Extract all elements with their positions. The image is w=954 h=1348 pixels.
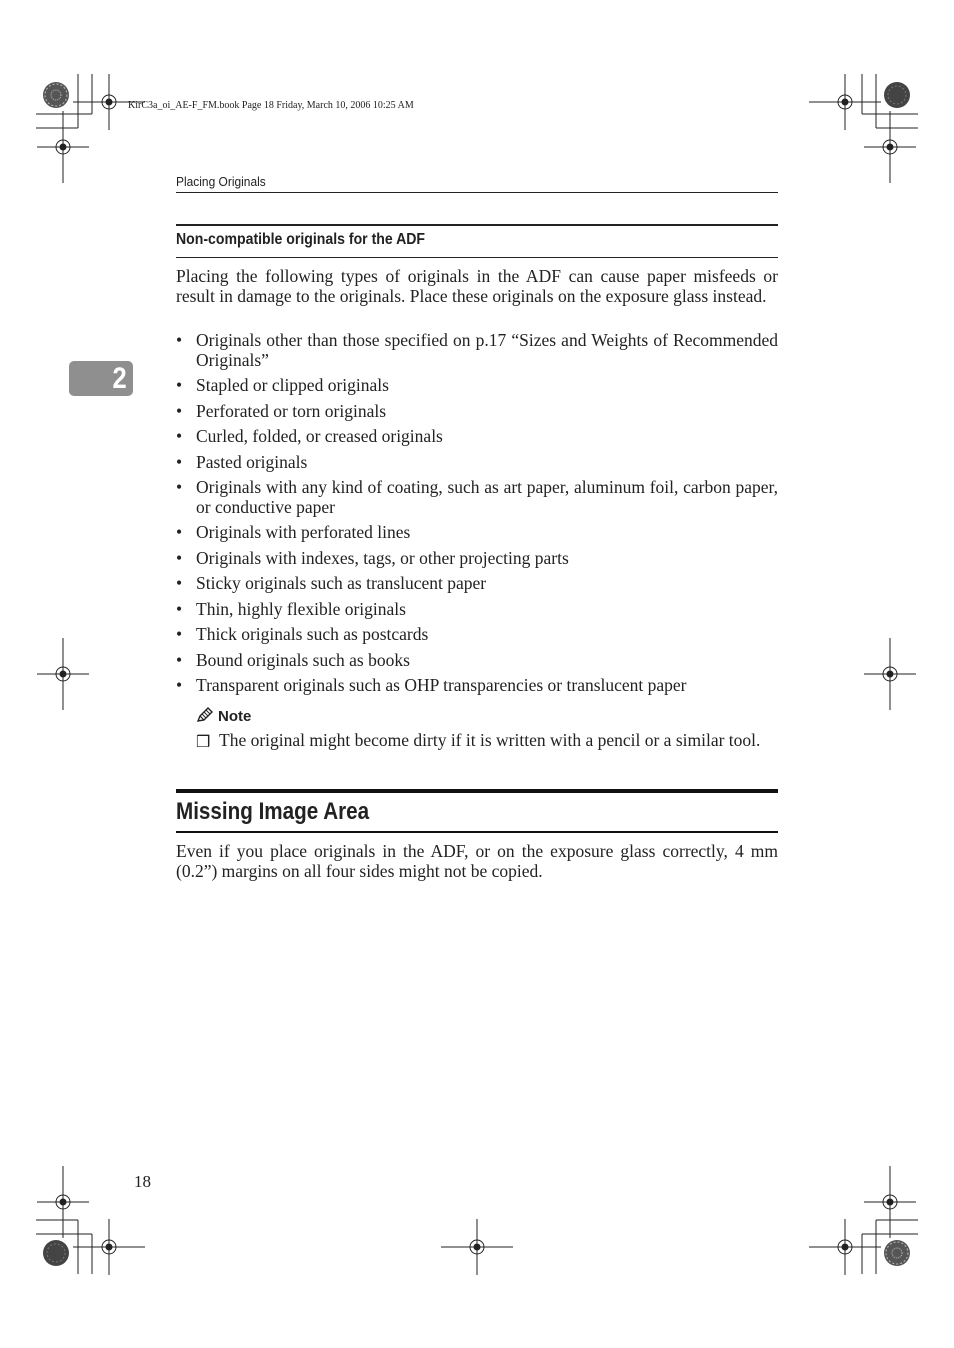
- section-heading: Missing Image Area: [176, 798, 370, 825]
- checkbox-icon: ❒: [196, 734, 211, 751]
- note-item: [196, 731, 778, 751]
- bullet-icon: •: [176, 426, 183, 446]
- non-compatible-list: [176, 331, 778, 702]
- bullet-icon: •: [176, 598, 183, 619]
- print-slug: KirC3a_oi_AE-F_FM.book Page 18 Friday, March 10, 2006 10:25 AM: [128, 100, 414, 111]
- bullet-icon: •: [176, 675, 183, 695]
- list-item-text: Stapled or clipped originals: [196, 375, 389, 395]
- list-item-text: Transparent originals such as OHP transparencies or translucent paper: [196, 675, 687, 695]
- subsection-heading: Non-compatible originals for the ADF: [176, 231, 426, 248]
- section-bottom-rule: [176, 831, 778, 833]
- list-item-text: Perforated or torn originals: [196, 400, 387, 421]
- list-item: [176, 376, 778, 396]
- pencil-note-icon: [196, 707, 214, 723]
- subsection-top-rule: [176, 224, 778, 226]
- bullet-icon: •: [176, 330, 183, 350]
- intro-paragraph: Placing the following types of originals in the ADF can cause paper misfeeds or result in damage to the originals. Place these originals on the exposure glass instead.: [176, 266, 778, 306]
- list-item: [176, 331, 778, 370]
- chapter-number: 2: [112, 362, 127, 395]
- chapter-tab: [69, 361, 133, 396]
- list-item: [176, 625, 778, 645]
- bullet-icon: •: [176, 573, 183, 593]
- list-item-text: Originals with any kind of coating, such as art paper, aluminum foil, carbon paper, or conductive paper: [196, 477, 778, 517]
- list-item: [176, 600, 778, 620]
- section-top-rule: [176, 789, 778, 793]
- list-item-text: Pasted originals: [196, 451, 308, 472]
- page-number: 18: [134, 1172, 151, 1191]
- list-item: [176, 651, 778, 671]
- running-header: Placing Originals: [176, 174, 266, 189]
- list-item: [176, 453, 778, 473]
- list-item: [176, 402, 778, 422]
- note-text: The original might become dirty if it is written with a pencil or a similar tool.: [219, 730, 761, 750]
- bullet-icon: •: [176, 477, 183, 497]
- subsection-bottom-rule: [176, 257, 778, 258]
- list-item-text: Sticky originals such as translucent paper: [196, 573, 487, 593]
- list-item: [176, 427, 778, 447]
- note-label: Note: [218, 708, 252, 725]
- note-heading: [196, 707, 251, 726]
- list-item: [176, 549, 778, 569]
- list-item: [176, 478, 778, 517]
- list-item-text: Originals other than those specified on p.17 “Sizes and Weights of Recommended Originals”: [196, 330, 778, 370]
- bullet-icon: •: [176, 400, 183, 421]
- list-item: [176, 574, 778, 594]
- list-item-text: Originals with perforated lines: [196, 522, 411, 542]
- section-body: Even if you place originals in the ADF, or on the exposure glass correctly, 4 mm (0.2”) margins on all four sides might not be copied.: [176, 841, 778, 881]
- bullet-icon: •: [176, 624, 183, 644]
- list-item-text: Thin, highly flexible originals: [196, 598, 406, 619]
- list-item: [176, 676, 778, 696]
- bullet-icon: •: [176, 649, 183, 670]
- list-item-text: Bound originals such as books: [196, 649, 410, 670]
- list-item-text: Thick originals such as postcards: [196, 624, 429, 644]
- bullet-icon: •: [176, 375, 183, 395]
- bullet-icon: •: [176, 547, 183, 568]
- bullet-icon: •: [176, 522, 183, 542]
- header-rule: [176, 192, 778, 193]
- list-item-text: Curled, folded, or creased originals: [196, 426, 443, 446]
- list-item-text: Originals with indexes, tags, or other projecting parts: [196, 547, 569, 568]
- list-item: [176, 523, 778, 543]
- bullet-icon: •: [176, 451, 183, 472]
